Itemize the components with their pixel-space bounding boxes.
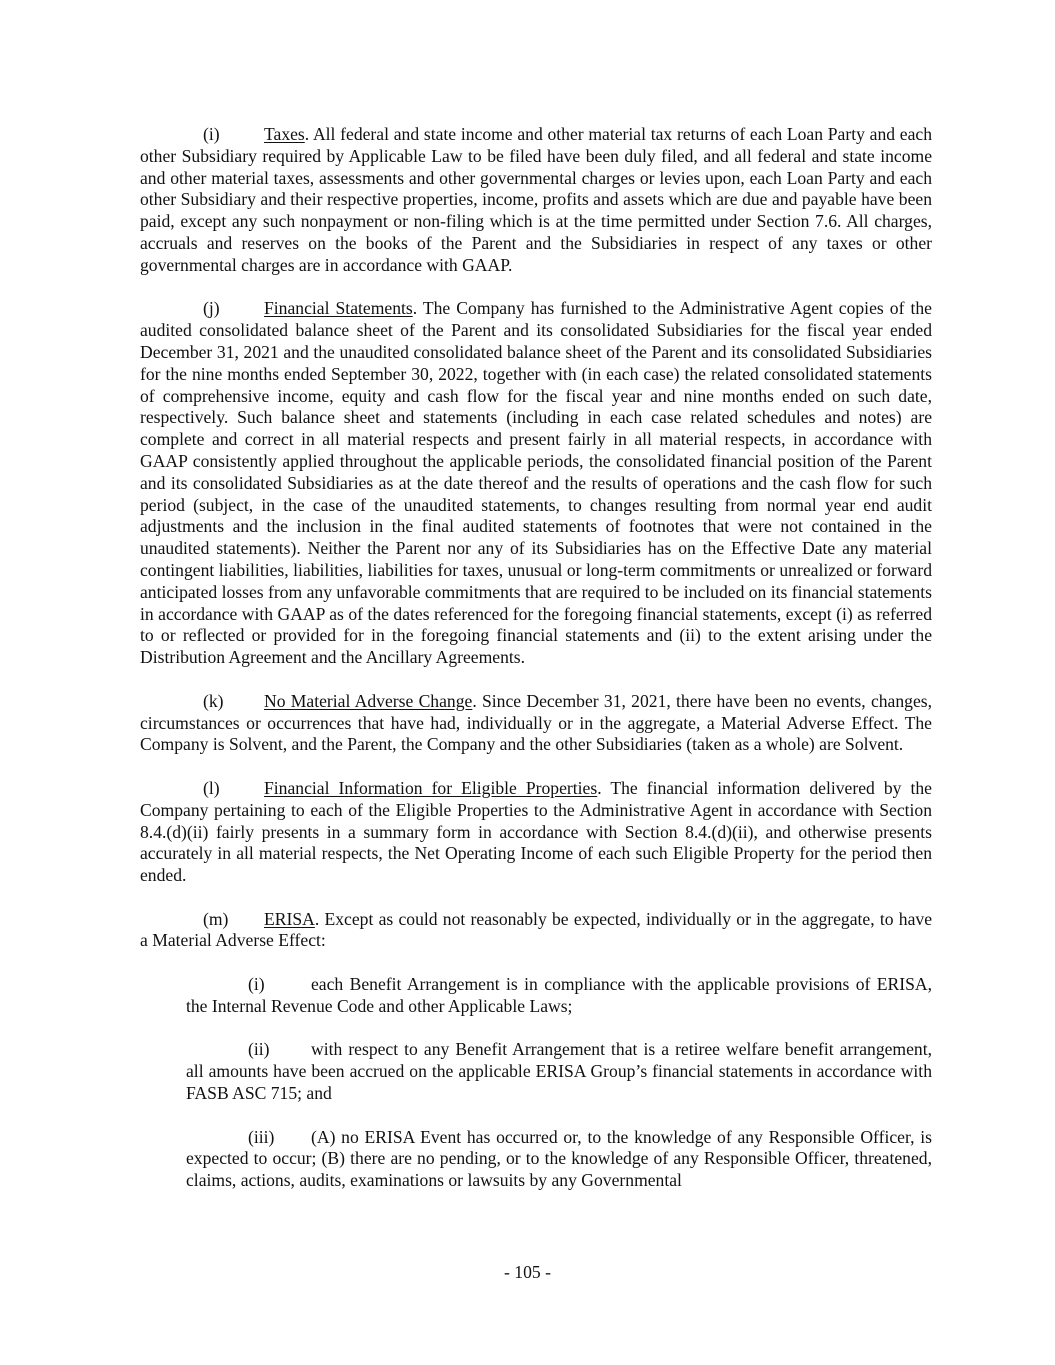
section-text: . All federal and state income and other material tax returns of each Loan Party and each other Subsidiary required by Applicable Law to be filed have been duly filed, and all federal and state income and other material taxes, assessments and other governmental charges or levies upon, each Loan Party and each other Subsidiary and their respective properties, income, profits and assets which are due and payable have been paid, except any such nonpayment or non-filing which is at the time permitted under Section 7.6. All charges, accruals and reserves on the books of the Parent and the Subsidiaries in respect of any taxes or other governmental charges are in accordance with GAAP.	[140, 124, 932, 275]
section-label: (k)	[203, 690, 224, 711]
section-heading: No Material Adverse Change	[264, 690, 473, 711]
section-heading: Taxes	[264, 124, 305, 144]
section-label: (j)	[203, 298, 220, 319]
section-m-erisa	[140, 909, 932, 953]
section-text: . Since December 31, 2021, there have been no events, changes, circumstances or occurrences that have had, individually or in the aggregate, a Material Adverse Effect. The Company is Solvent, and the Parent, the Company and the other Subsidiaries (taken as a whole) are Solvent.	[140, 690, 933, 755]
erisa-subitem-i	[186, 974, 932, 1018]
section-text: . The Company has furnished to the Administrative Agent copies of the audited consolidated balance sheet of the Parent and its consolidated Subsidiaries for the fiscal year ended December 31, 2021 and the unaudited consolidated balance sheet of the Parent and its consolidated Subsidiaries for the nine months ended September 30, 2022, together with (in each case) the related consolidated statements of comprehensive income, equity and cash flow for the fiscal year and nine months ended on such date, respectively. Such balance sheet and statements (including in each case related schedules and notes) are complete and correct in all material respects and present fairly in all material respects, in accordance with GAAP consistently applied throughout the applicable periods, the consolidated financial position of the Parent and its consolidated Subsidiaries as at the date thereof and the results of operations and the cash flow for such period (subject, in the case of the unaudited statements, to changes resulting from normal year end audit adjustments and the inclusion in the final audited statements of footnotes that were not contained in the unaudited statements). Neither the Parent nor any of its Subsidiaries has on the Effective Date any material contingent liabilities, liabilities, liabilities for taxes, unusual or long-term commitments or unrealized or forward anticipated losses from any unfavorable commitments that are required to be included on its financial statements in accordance with GAAP as of the dates referenced for the foregoing financial statements, except (i) as referred to or reflected or provided for in the foregoing financial statements and (ii) to the extent arising under the Distribution Agreement and the Ancillary Agreements.	[140, 298, 932, 668]
subitem-text: (A) no ERISA Event has occurred or, to the knowledge of any Responsible Officer, is expected to occur; (B) there are no pending, or to the knowledge of any Responsible Officer, threatened, claims, actions, audits, examinations or lawsuits by any Governmental	[186, 1126, 932, 1191]
section-k-no-material-adverse-change	[140, 691, 932, 756]
subitem-label: (iii)	[248, 1126, 275, 1147]
section-i-taxes	[140, 124, 932, 277]
section-j-financial-statements	[140, 298, 932, 669]
section-text: . Except as could not reasonably be expected, individually or in the aggregate, to have a Material Adverse Effect:	[140, 908, 932, 951]
subitem-text: with respect to any Benefit Arrangement that is a retiree welfare benefit arrangement, all amounts have been accrued on the applicable ERISA Group’s financial statements in accordance with FASB ASC 715; and	[186, 1039, 932, 1104]
document-body	[140, 124, 932, 1192]
erisa-subitem-ii	[186, 1039, 932, 1104]
section-label: (l)	[203, 777, 220, 798]
section-label: (m)	[203, 908, 229, 929]
subitem-text: each Benefit Arrangement is in compliance with the applicable provisions of ERISA, the Internal Revenue Code and other Applicable Laws;	[186, 974, 932, 1016]
section-l-financial-information	[140, 778, 932, 887]
section-heading: ERISA	[264, 908, 315, 929]
section-text: . The financial information delivered by the Company pertaining to each of the Eligible Properties to the Administrative Agent in accordance with Section 8.4.(d)(ii) fairly presents in a summary form in accordance with Section 8.4.(d)(ii), and otherwise presents accurately in all material respects, the Net Operating Income of each such Eligible Property for the period then ended.	[140, 777, 932, 886]
subitem-label: (i)	[248, 974, 265, 995]
section-label: (i)	[203, 124, 220, 144]
erisa-subitem-iii	[186, 1127, 932, 1192]
page-number: - 105 -	[504, 1262, 551, 1282]
section-heading: Financial Statements	[264, 298, 413, 319]
subitem-label: (ii)	[248, 1039, 270, 1060]
section-heading: Financial Information for Eligible Properties	[264, 777, 598, 798]
